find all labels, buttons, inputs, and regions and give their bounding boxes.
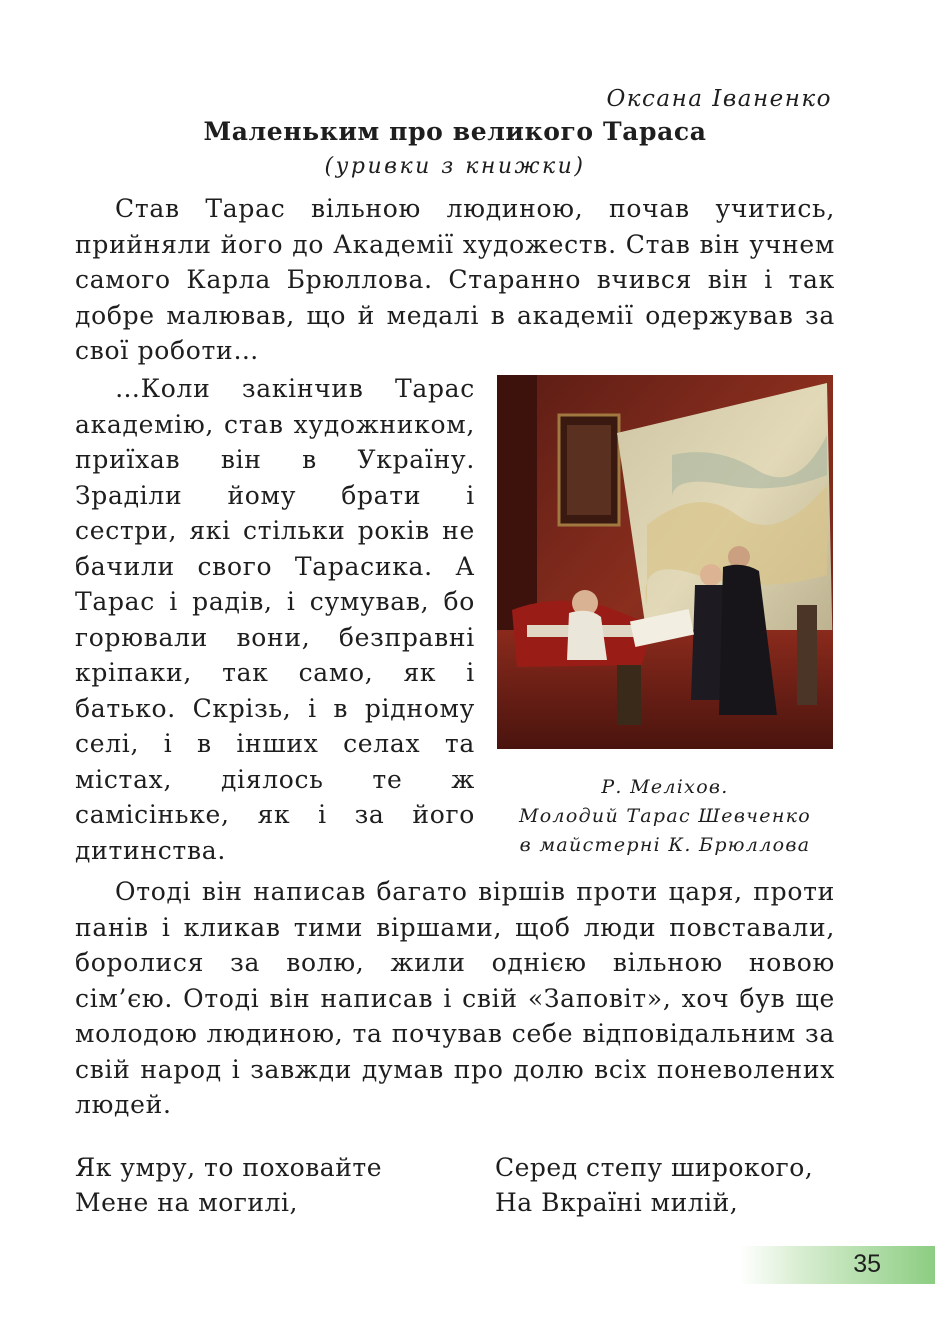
poem-column-right bbox=[495, 1150, 813, 1220]
story-subtitle: (уривки з книжки) bbox=[324, 154, 586, 179]
painting-caption bbox=[497, 773, 833, 860]
poem-line: На Вкраїні милій, bbox=[495, 1188, 739, 1217]
page-number: 35 bbox=[853, 1250, 881, 1278]
page-number-bar bbox=[740, 1246, 935, 1284]
story-title: Маленьким про великого Тараса bbox=[203, 117, 707, 146]
poem-line: Мене на могилі, bbox=[75, 1188, 298, 1217]
caption-line: Молодий Тарас Шевченко bbox=[518, 805, 812, 827]
paragraph-2: …Коли закінчив Тарас академію, став художником, приїхав він в Україну. Зраділи йому брати і сестри, які стільки років не бачили свого Тарасика. А Тарас і радів, і сумував, бо горювали вони, безправні кріпаки, так само, як і батько. Скрізь, і в рідному селі, і в інших селах та містах, діялось те ж самісіньке, як і за його дитинства. bbox=[75, 374, 475, 865]
caption-line: в майстерні К. Брюллова bbox=[519, 834, 811, 856]
poem-line: Як умру, то поховайте bbox=[75, 1153, 382, 1182]
poem-line: Серед степу широкого, bbox=[495, 1153, 814, 1182]
painting-illustration bbox=[497, 375, 833, 749]
author-name: Оксана Іваненко bbox=[606, 86, 832, 112]
paragraph-1: Став Тарас вільною людиною, почав учитись, прийняли його до Академії художеств. Став він учнем самого Карла Брюллова. Старанно вчився він і так добре малював, що й медалі в академії одержував за свої роботи… bbox=[75, 194, 835, 365]
caption-line: Р. Меліхов. bbox=[601, 776, 729, 798]
poem-column-left bbox=[75, 1150, 382, 1220]
paragraph-3: Отоді він написав багато віршів проти царя, проти панів і кликав тими віршами, щоб люди повставали, боролися за волю, жили однією вільною новою сім’єю. Отоді він написав і свій «Заповіт», хоч був ще молодою людиною, та почував себе відповідальним за свій народ і завжди думав про долю всіх поневолених людей. bbox=[75, 877, 835, 1119]
